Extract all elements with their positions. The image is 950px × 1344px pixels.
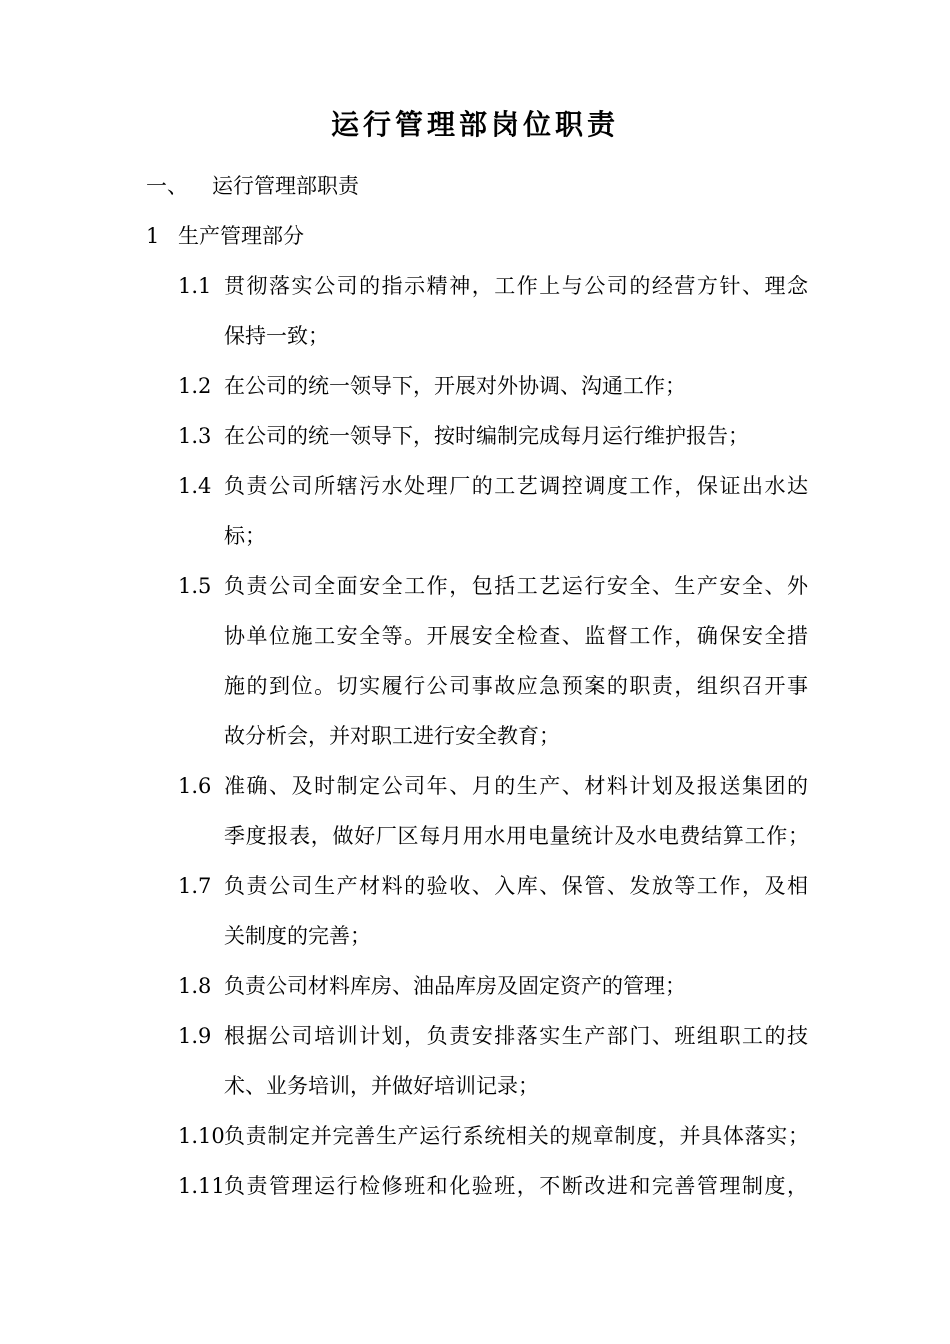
item-text-line: 负责制定并完善生产运行系统相关的规章制度，并具体落实；	[224, 1124, 808, 1148]
item-text-line: 根据公司培训计划，负责安排落实生产部门、班组职工的技	[224, 1024, 808, 1048]
item-text-line: 负责公司所辖污水处理厂的工艺调控调度工作，保证出水达	[224, 474, 808, 498]
subsection-label: 生产管理部分	[178, 224, 304, 248]
section-label: 运行管理部职责	[212, 174, 359, 198]
item-text-line: 负责管理运行检修班和化验班，不断改进和完善管理制度，	[224, 1174, 808, 1198]
item-number: 1.9	[178, 1024, 212, 1048]
item-number: 1.8	[178, 974, 212, 998]
document-title: 运行管理部岗位职责	[330, 108, 619, 141]
item-number: 1.2	[178, 374, 212, 398]
item-number: 1.7	[178, 874, 212, 898]
item-number: 1.10	[178, 1124, 225, 1148]
item-number: 1.11	[178, 1174, 225, 1198]
item-number: 1.6	[178, 774, 212, 798]
item-text-line: 标；	[224, 524, 266, 548]
item-number: 1.1	[178, 274, 212, 298]
item-text-line: 负责公司材料库房、油品库房及固定资产的管理；	[224, 974, 686, 998]
item-text-line: 故分析会，并对职工进行安全教育；	[224, 724, 560, 748]
item-text-line: 贯彻落实公司的指示精神，工作上与公司的经营方针、理念	[224, 274, 808, 298]
item-text-line: 季度报表，做好厂区每月用水用电量统计及水电费结算工作；	[224, 824, 808, 848]
item-text-line: 施的到位。切实履行公司事故应急预案的职责，组织召开事	[224, 674, 808, 698]
item-number: 1.4	[178, 474, 212, 498]
subsection-number: 1	[146, 224, 160, 248]
item-text-line: 协单位施工安全等。开展安全检查、监督工作，确保安全措	[224, 624, 808, 648]
item-number: 1.5	[178, 574, 212, 598]
item-text-line: 保持一致；	[224, 324, 329, 348]
item-text-line: 在公司的统一领导下，开展对外协调、沟通工作；	[224, 374, 686, 398]
item-text-line: 在公司的统一领导下，按时编制完成每月运行维护报告；	[224, 424, 749, 448]
item-text-line: 负责公司全面安全工作，包括工艺运行安全、生产安全、外	[224, 574, 808, 598]
item-number: 1.3	[178, 424, 212, 448]
item-text-line: 负责公司生产材料的验收、入库、保管、发放等工作，及相	[224, 874, 808, 898]
item-text-line: 关制度的完善；	[224, 924, 371, 948]
item-text-line: 术、业务培训，并做好培训记录；	[224, 1074, 539, 1098]
section-number: 一、	[146, 174, 188, 198]
item-text-line: 准确、及时制定公司年、月的生产、材料计划及报送集团的	[224, 774, 808, 798]
